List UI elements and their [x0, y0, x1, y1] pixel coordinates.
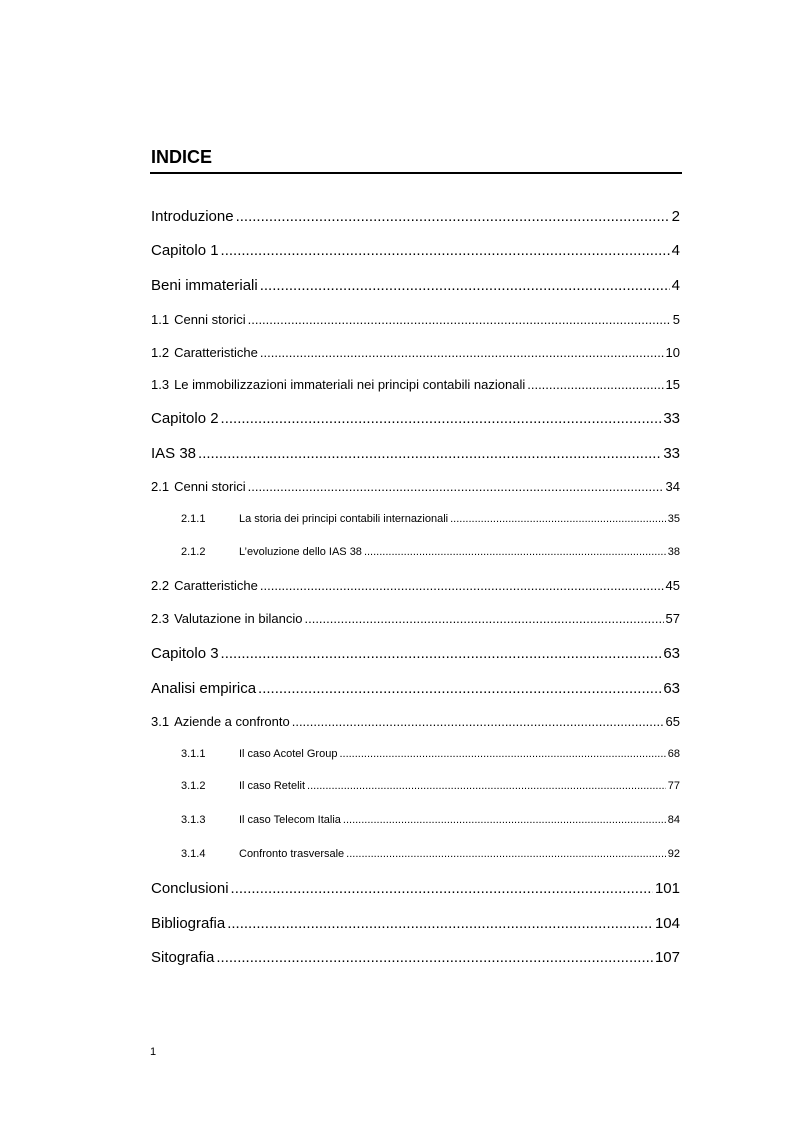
toc-entry-label: Il caso Telecom Italia [239, 814, 341, 826]
toc-entry-label: Capitolo 3 [151, 645, 219, 662]
toc-entry-page: 63 [663, 680, 680, 697]
toc-entry-number: 2.1.2 [181, 546, 206, 558]
toc-entry-number: 1.2 [151, 345, 170, 360]
toc-entry-page: 33 [663, 410, 680, 427]
toc-entry-number: 3.1.4 [181, 848, 206, 860]
toc-entry-label: Bibliografia [151, 915, 226, 932]
page-title: INDICE [151, 147, 213, 167]
toc-entry-page: 2 [671, 208, 680, 225]
toc-entry-label: Capitolo 1 [151, 242, 219, 259]
toc-entry-page: 5 [672, 312, 680, 327]
toc-entry-label: Le immobilizzazioni immateriali nei principi contabili nazionali [174, 377, 526, 392]
toc-entry-page: 104 [654, 915, 680, 932]
dot-leader [260, 277, 670, 295]
toc-entry[interactable] [151, 208, 680, 226]
dot-leader [260, 345, 664, 361]
page-number: 1 [150, 1046, 157, 1058]
toc-entry[interactable] [181, 813, 680, 827]
dot-leader [307, 779, 666, 793]
toc-entry-label: L’evoluzione dello IAS 38 [239, 546, 362, 558]
toc-entry-label: Beni immateriali [151, 277, 258, 294]
toc-entry[interactable] [181, 545, 680, 559]
toc-entry-number: 2.2 [151, 578, 170, 593]
dot-leader [364, 545, 666, 559]
dot-leader [221, 242, 670, 260]
toc-entry[interactable] [151, 915, 680, 933]
toc-entry-label: Il caso Retelit [239, 780, 306, 792]
toc-entry[interactable] [151, 645, 680, 663]
dot-leader [227, 915, 653, 933]
toc-entry-number: 2.1 [151, 479, 170, 494]
toc-entry[interactable] [151, 611, 680, 627]
toc-entry[interactable] [151, 377, 680, 393]
toc-entry-page: 34 [665, 479, 680, 494]
toc-entry-page: 35 [667, 513, 680, 525]
toc-entry-page: 92 [667, 848, 680, 860]
toc-entry[interactable] [151, 242, 680, 260]
toc-entry-label: Sitografia [151, 949, 215, 966]
toc-entry-page: 38 [667, 546, 680, 558]
toc-entry-label: Cenni storici [174, 479, 246, 494]
toc-entry-label: La storia dei principi contabili internazionali [239, 513, 449, 525]
toc-entry-label: Aziende a confronto [174, 714, 290, 729]
toc-entry-number: 2.3 [151, 611, 170, 626]
toc-entry[interactable] [151, 410, 680, 428]
toc-entry-page: 65 [665, 714, 680, 729]
toc-entry-number: 3.1 [151, 714, 170, 729]
toc-entry[interactable] [151, 949, 680, 967]
toc-entry-page: 84 [667, 814, 680, 826]
dot-leader [343, 813, 666, 827]
dot-leader [339, 747, 665, 761]
toc-entry-number: 1.1 [151, 312, 170, 327]
toc-entry[interactable] [151, 445, 680, 463]
dot-leader [527, 377, 663, 393]
toc-entry-page: 33 [663, 445, 680, 462]
dot-leader [260, 578, 664, 594]
toc-entry-page: 63 [663, 645, 680, 662]
dot-leader [231, 880, 653, 898]
toc-entry[interactable] [181, 512, 680, 526]
toc-entry[interactable] [151, 479, 680, 495]
toc-entry[interactable] [151, 714, 680, 730]
dot-leader [292, 714, 664, 730]
toc-entry[interactable] [151, 680, 680, 698]
toc-entry-label: Valutazione in bilancio [174, 611, 303, 626]
toc-entry-page: 77 [667, 780, 680, 792]
toc-entry-page: 68 [667, 748, 680, 760]
toc-entry-number: 2.1.1 [181, 513, 206, 525]
dot-leader [258, 680, 661, 698]
toc-entry-label: IAS 38 [151, 445, 197, 462]
dot-leader [216, 949, 653, 967]
toc-entry-label: Conclusioni [151, 880, 229, 897]
dot-leader [248, 479, 664, 495]
toc-entry[interactable] [151, 345, 680, 361]
toc-entry[interactable] [151, 312, 680, 328]
toc-entry-page: 15 [665, 377, 680, 392]
toc-entry-label: Il caso Acotel Group [239, 748, 338, 760]
toc-entry[interactable] [151, 880, 680, 898]
toc-entry-page: 10 [665, 345, 680, 360]
dot-leader [304, 611, 663, 627]
toc-entry-number: 3.1.3 [181, 814, 206, 826]
toc-entry[interactable] [151, 277, 680, 295]
dot-leader [346, 847, 666, 861]
toc-entry-page: 107 [654, 949, 680, 966]
toc-entry-page: 57 [665, 611, 680, 626]
toc-entry-label: Introduzione [151, 208, 234, 225]
dot-leader [236, 208, 670, 226]
dot-leader [450, 512, 666, 526]
toc-entry-number: 3.1.1 [181, 748, 206, 760]
toc-entry-label: Caratteristiche [174, 578, 258, 593]
toc-entry-number: 3.1.2 [181, 780, 206, 792]
toc-entry[interactable] [181, 847, 680, 861]
dot-leader [198, 445, 661, 463]
toc-entry[interactable] [151, 578, 680, 594]
toc-entry-page: 101 [654, 880, 680, 897]
dot-leader [221, 410, 662, 428]
toc-entry-label: Confronto trasversale [239, 848, 345, 860]
toc-entry-label: Cenni storici [174, 312, 246, 327]
toc-entry-label: Caratteristiche [174, 345, 258, 360]
toc-entry-label: Capitolo 2 [151, 410, 219, 427]
toc-entry-label: Analisi empirica [151, 680, 257, 697]
toc-entry-page: 45 [665, 578, 680, 593]
toc-entry-number: 1.3 [151, 377, 170, 392]
toc-entry[interactable] [181, 747, 680, 761]
toc-entry-page: 4 [671, 277, 680, 294]
dot-leader [221, 645, 662, 663]
dot-leader [248, 312, 671, 328]
toc-entry[interactable] [181, 779, 680, 793]
toc-entry-page: 4 [671, 242, 680, 259]
